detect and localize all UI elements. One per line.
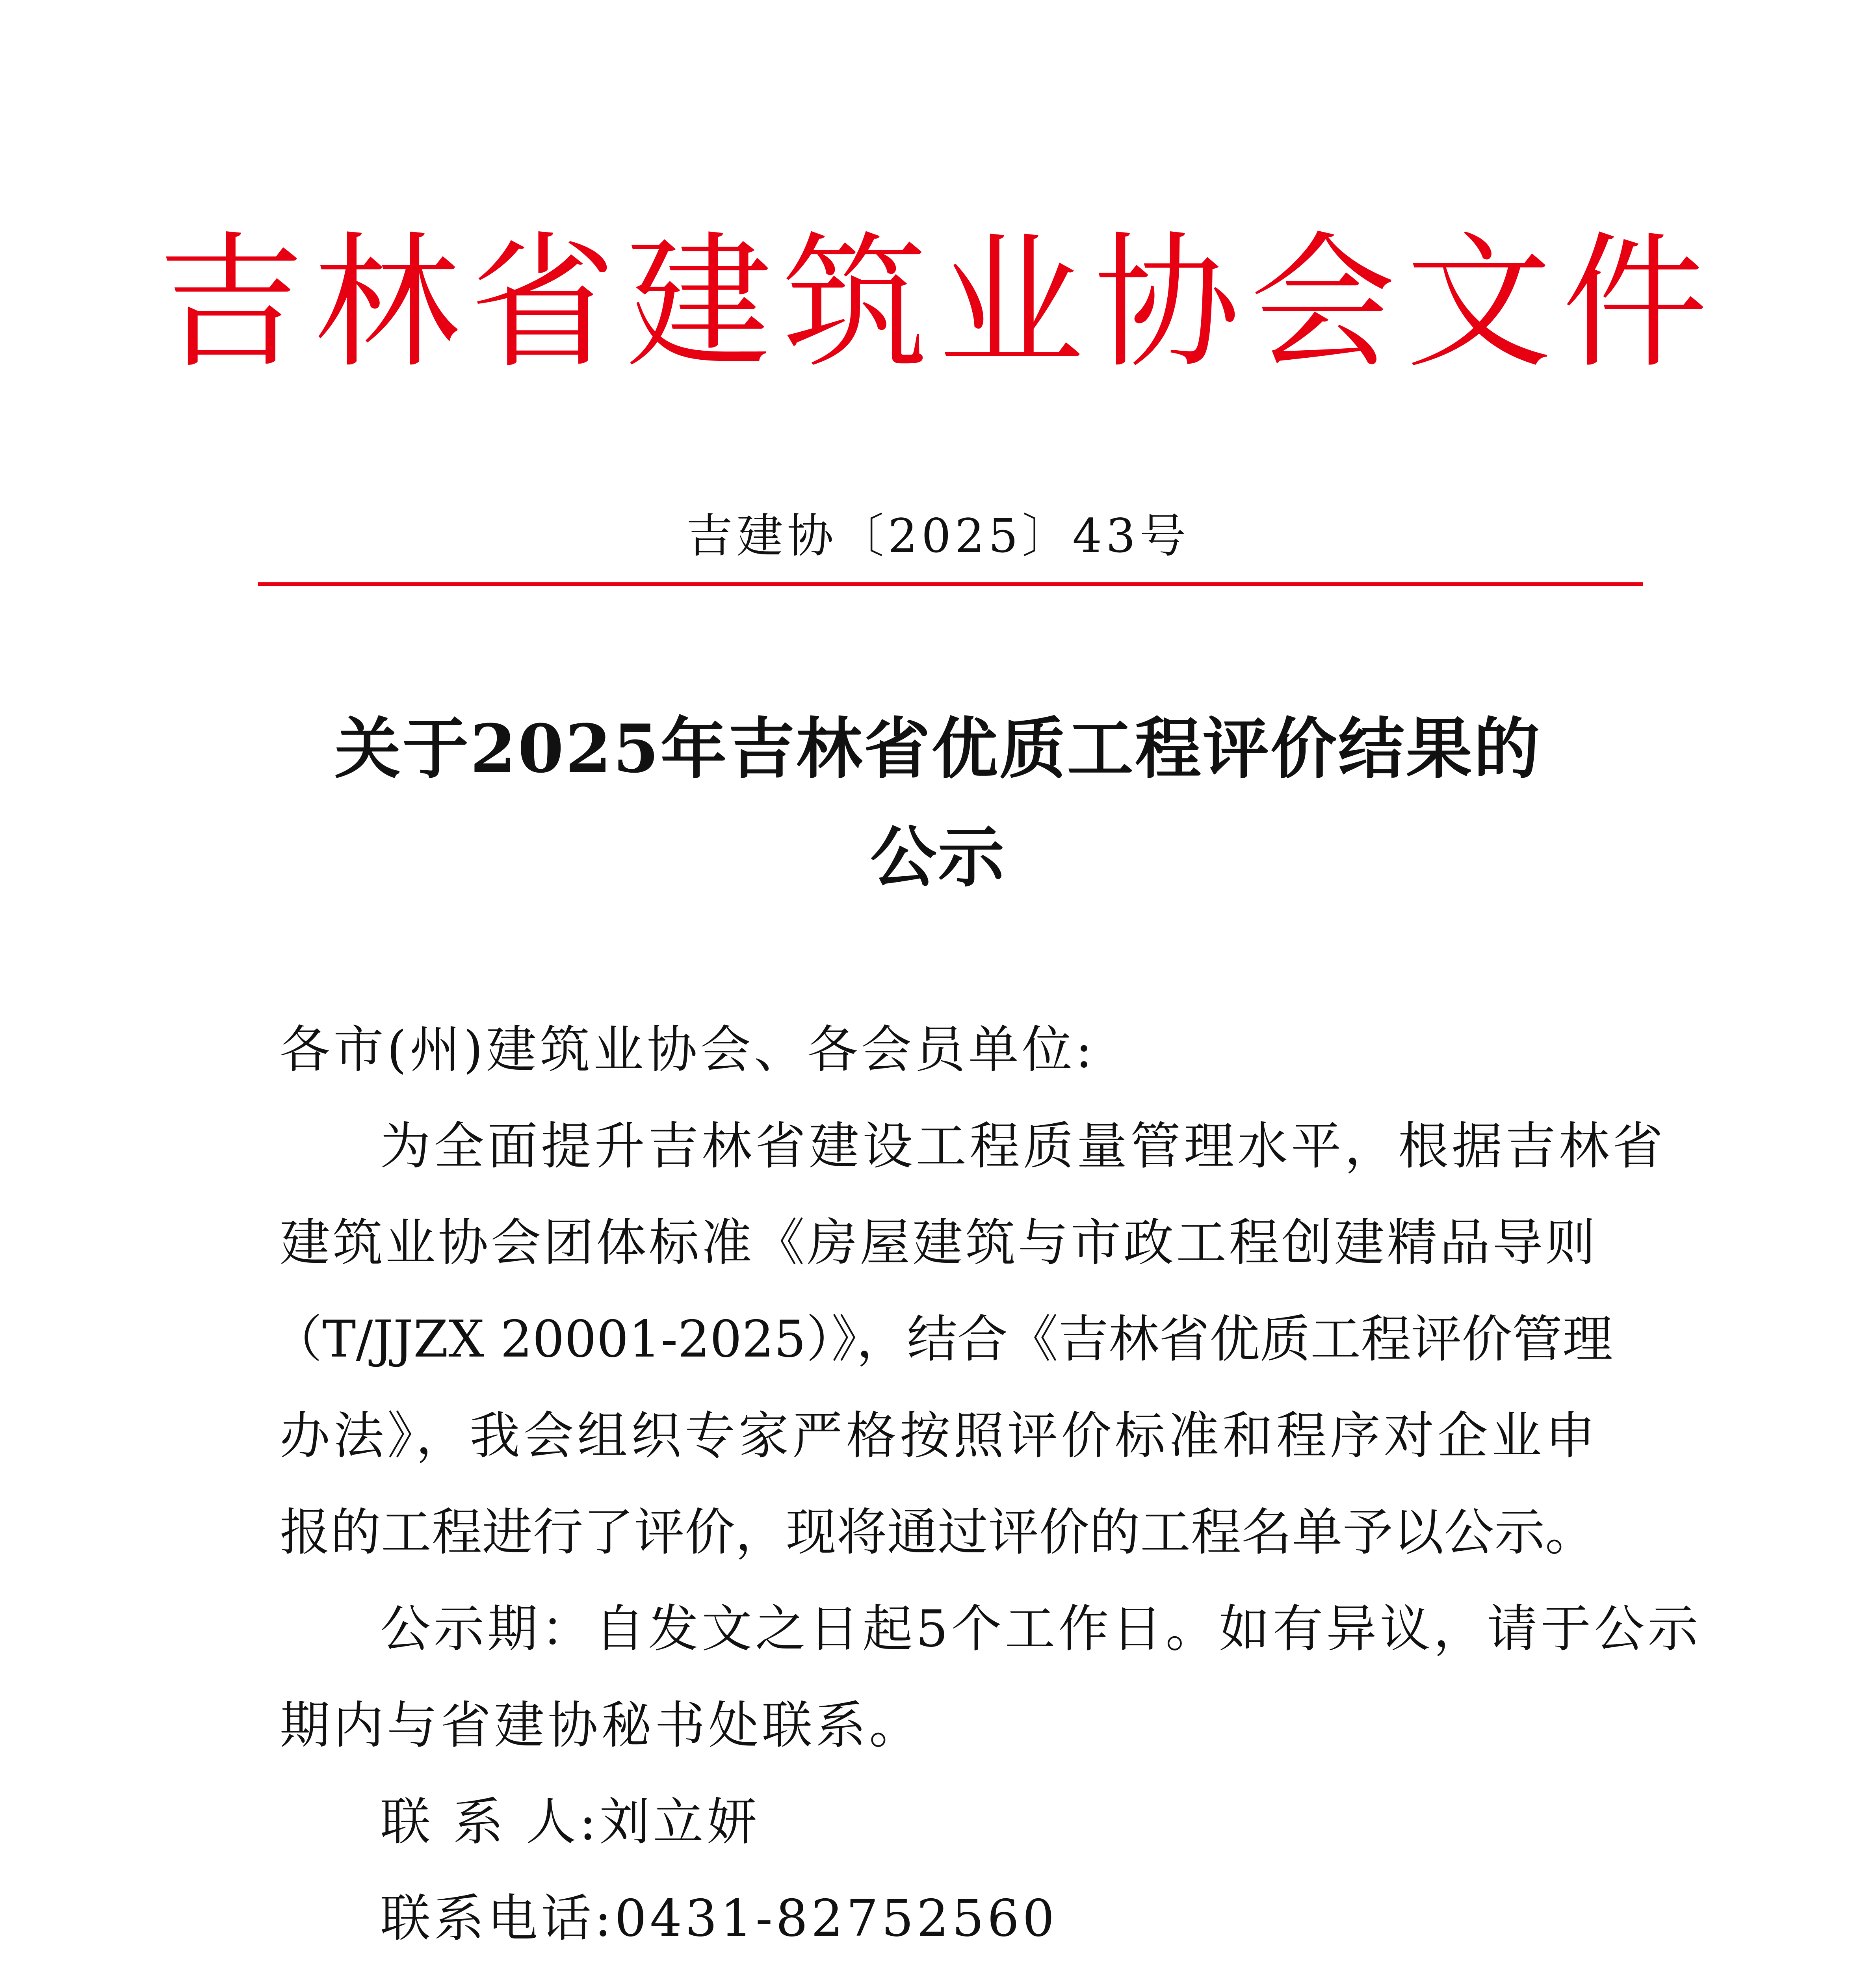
body-line: 报的工程进行了评价，现将通过评价的工程名单予以公示。 (280, 1503, 1596, 1562)
body-line: 为全面提升吉林省建设工程质量管理水平，根据吉林省 (380, 1117, 1666, 1176)
contact-phone (380, 1889, 1058, 1948)
notice-title-line-2: 公示 (870, 818, 1006, 896)
salutation: 各市(州)建筑业协会、各会员单位: (280, 1020, 1096, 1079)
contact-phone-label: 联系电话: (380, 1889, 615, 1948)
body-line: 建筑业协会团体标准《房屋建筑与市政工程创建精品导则 (280, 1214, 1596, 1272)
contact-person-name: 刘立妍 (599, 1793, 760, 1851)
document-number: 吉建协〔2025〕43号 (686, 509, 1190, 563)
notice-period-line: 公示期：自发文之日起5个工作日。如有异议，请于公示 (380, 1600, 1701, 1658)
notice-title-line-1: 关于2025年吉林省优质工程评价结果的 (334, 710, 1542, 788)
contact-person-label: 联 系 人: (380, 1793, 600, 1851)
contact-person (380, 1793, 760, 1852)
masthead-title: 吉林省建筑业协会文件 (158, 219, 1718, 388)
contact-phone-number: 0431-82752560 (615, 1889, 1058, 1948)
notice-period-line: 期内与省建协秘书处联系。 (280, 1696, 923, 1755)
body-line: 办法》，我会组织专家严格按照评价标准和程序对企业申 (280, 1407, 1596, 1465)
body-line: （T/JJZX 20001-2025）》，结合《吉林省优质工程评价管理 (272, 1310, 1613, 1369)
red-divider-rule (258, 582, 1643, 586)
